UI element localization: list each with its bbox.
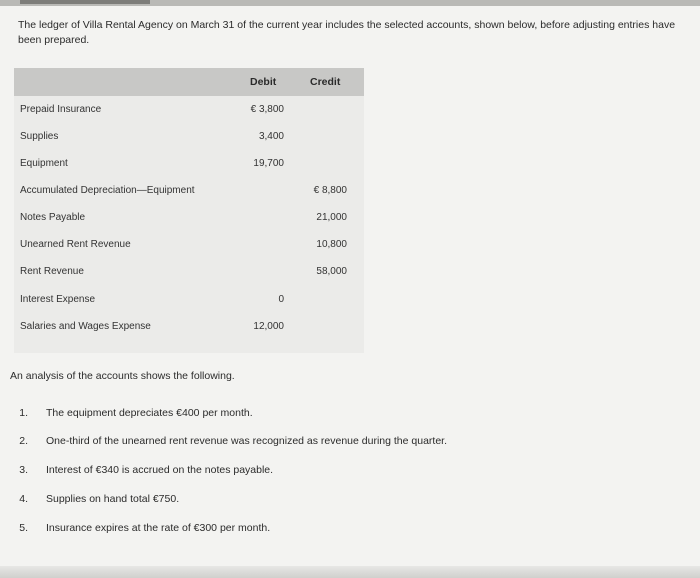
item-text: Supplies on hand total €750. (46, 493, 180, 505)
item-number: 1. (19, 407, 28, 419)
account-name: Rent Revenue (20, 266, 84, 277)
ledger-header-row (14, 68, 364, 96)
account-name: Accumulated Depreciation—Equipment (20, 185, 195, 196)
item-number: 3. (19, 464, 28, 476)
cropped-heading-fragment (20, 0, 150, 4)
credit-column-header: Credit (310, 76, 341, 88)
account-name: Salaries and Wages Expense (20, 321, 151, 332)
account-name: Notes Payable (20, 212, 86, 223)
document-page (0, 6, 700, 578)
debit-column-header: Debit (250, 76, 277, 88)
credit-amount: 21,000 (316, 212, 347, 223)
debit-amount: 12,000 (253, 321, 284, 332)
ledger-row-notes-payable (14, 206, 364, 232)
ledger-table (14, 68, 364, 353)
account-name: Unearned Rent Revenue (20, 239, 131, 250)
ledger-row-accumulated-depreciation (14, 179, 364, 205)
item-number: 5. (19, 522, 28, 534)
page-bottom-edge (0, 566, 700, 578)
ledger-row-supplies (14, 125, 364, 151)
debit-amount: 0 (278, 294, 284, 305)
analysis-heading: An analysis of the accounts shows the following. (10, 370, 235, 382)
ledger-row-prepaid-insurance (14, 98, 364, 124)
item-text: Insurance expires at the rate of €300 per month. (46, 522, 271, 534)
item-text: Interest of €340 is accrued on the notes payable. (46, 464, 274, 476)
account-name: Supplies (20, 131, 59, 142)
account-name: Interest Expense (20, 294, 96, 305)
item-text: One-third of the unearned rent revenue was recognized as revenue during the quarter. (46, 435, 448, 447)
credit-amount: 10,800 (316, 239, 347, 250)
account-name: Equipment (20, 158, 68, 169)
credit-amount: € 8,800 (313, 185, 347, 196)
debit-amount: € 3,800 (250, 104, 284, 115)
ledger-row-equipment (14, 152, 364, 178)
item-number: 4. (19, 493, 28, 505)
item-text: The equipment depreciates €400 per month. (46, 407, 253, 419)
ledger-row-unearned-rent-revenue (14, 233, 364, 259)
debit-amount: 3,400 (258, 131, 284, 142)
ledger-row-interest-expense (14, 288, 364, 314)
debit-amount: 19,700 (253, 158, 284, 169)
ledger-row-rent-revenue (14, 260, 364, 286)
ledger-row-salaries-and-wages-expense (14, 315, 364, 341)
credit-amount: 58,000 (316, 266, 347, 277)
account-name: Prepaid Insurance (20, 104, 102, 115)
intro-paragraph: The ledger of Villa Rental Agency on March 31 of the current year includes the selected accounts, shown below, before adjusting entries have been prepared. (18, 19, 676, 46)
item-number: 2. (19, 435, 28, 447)
